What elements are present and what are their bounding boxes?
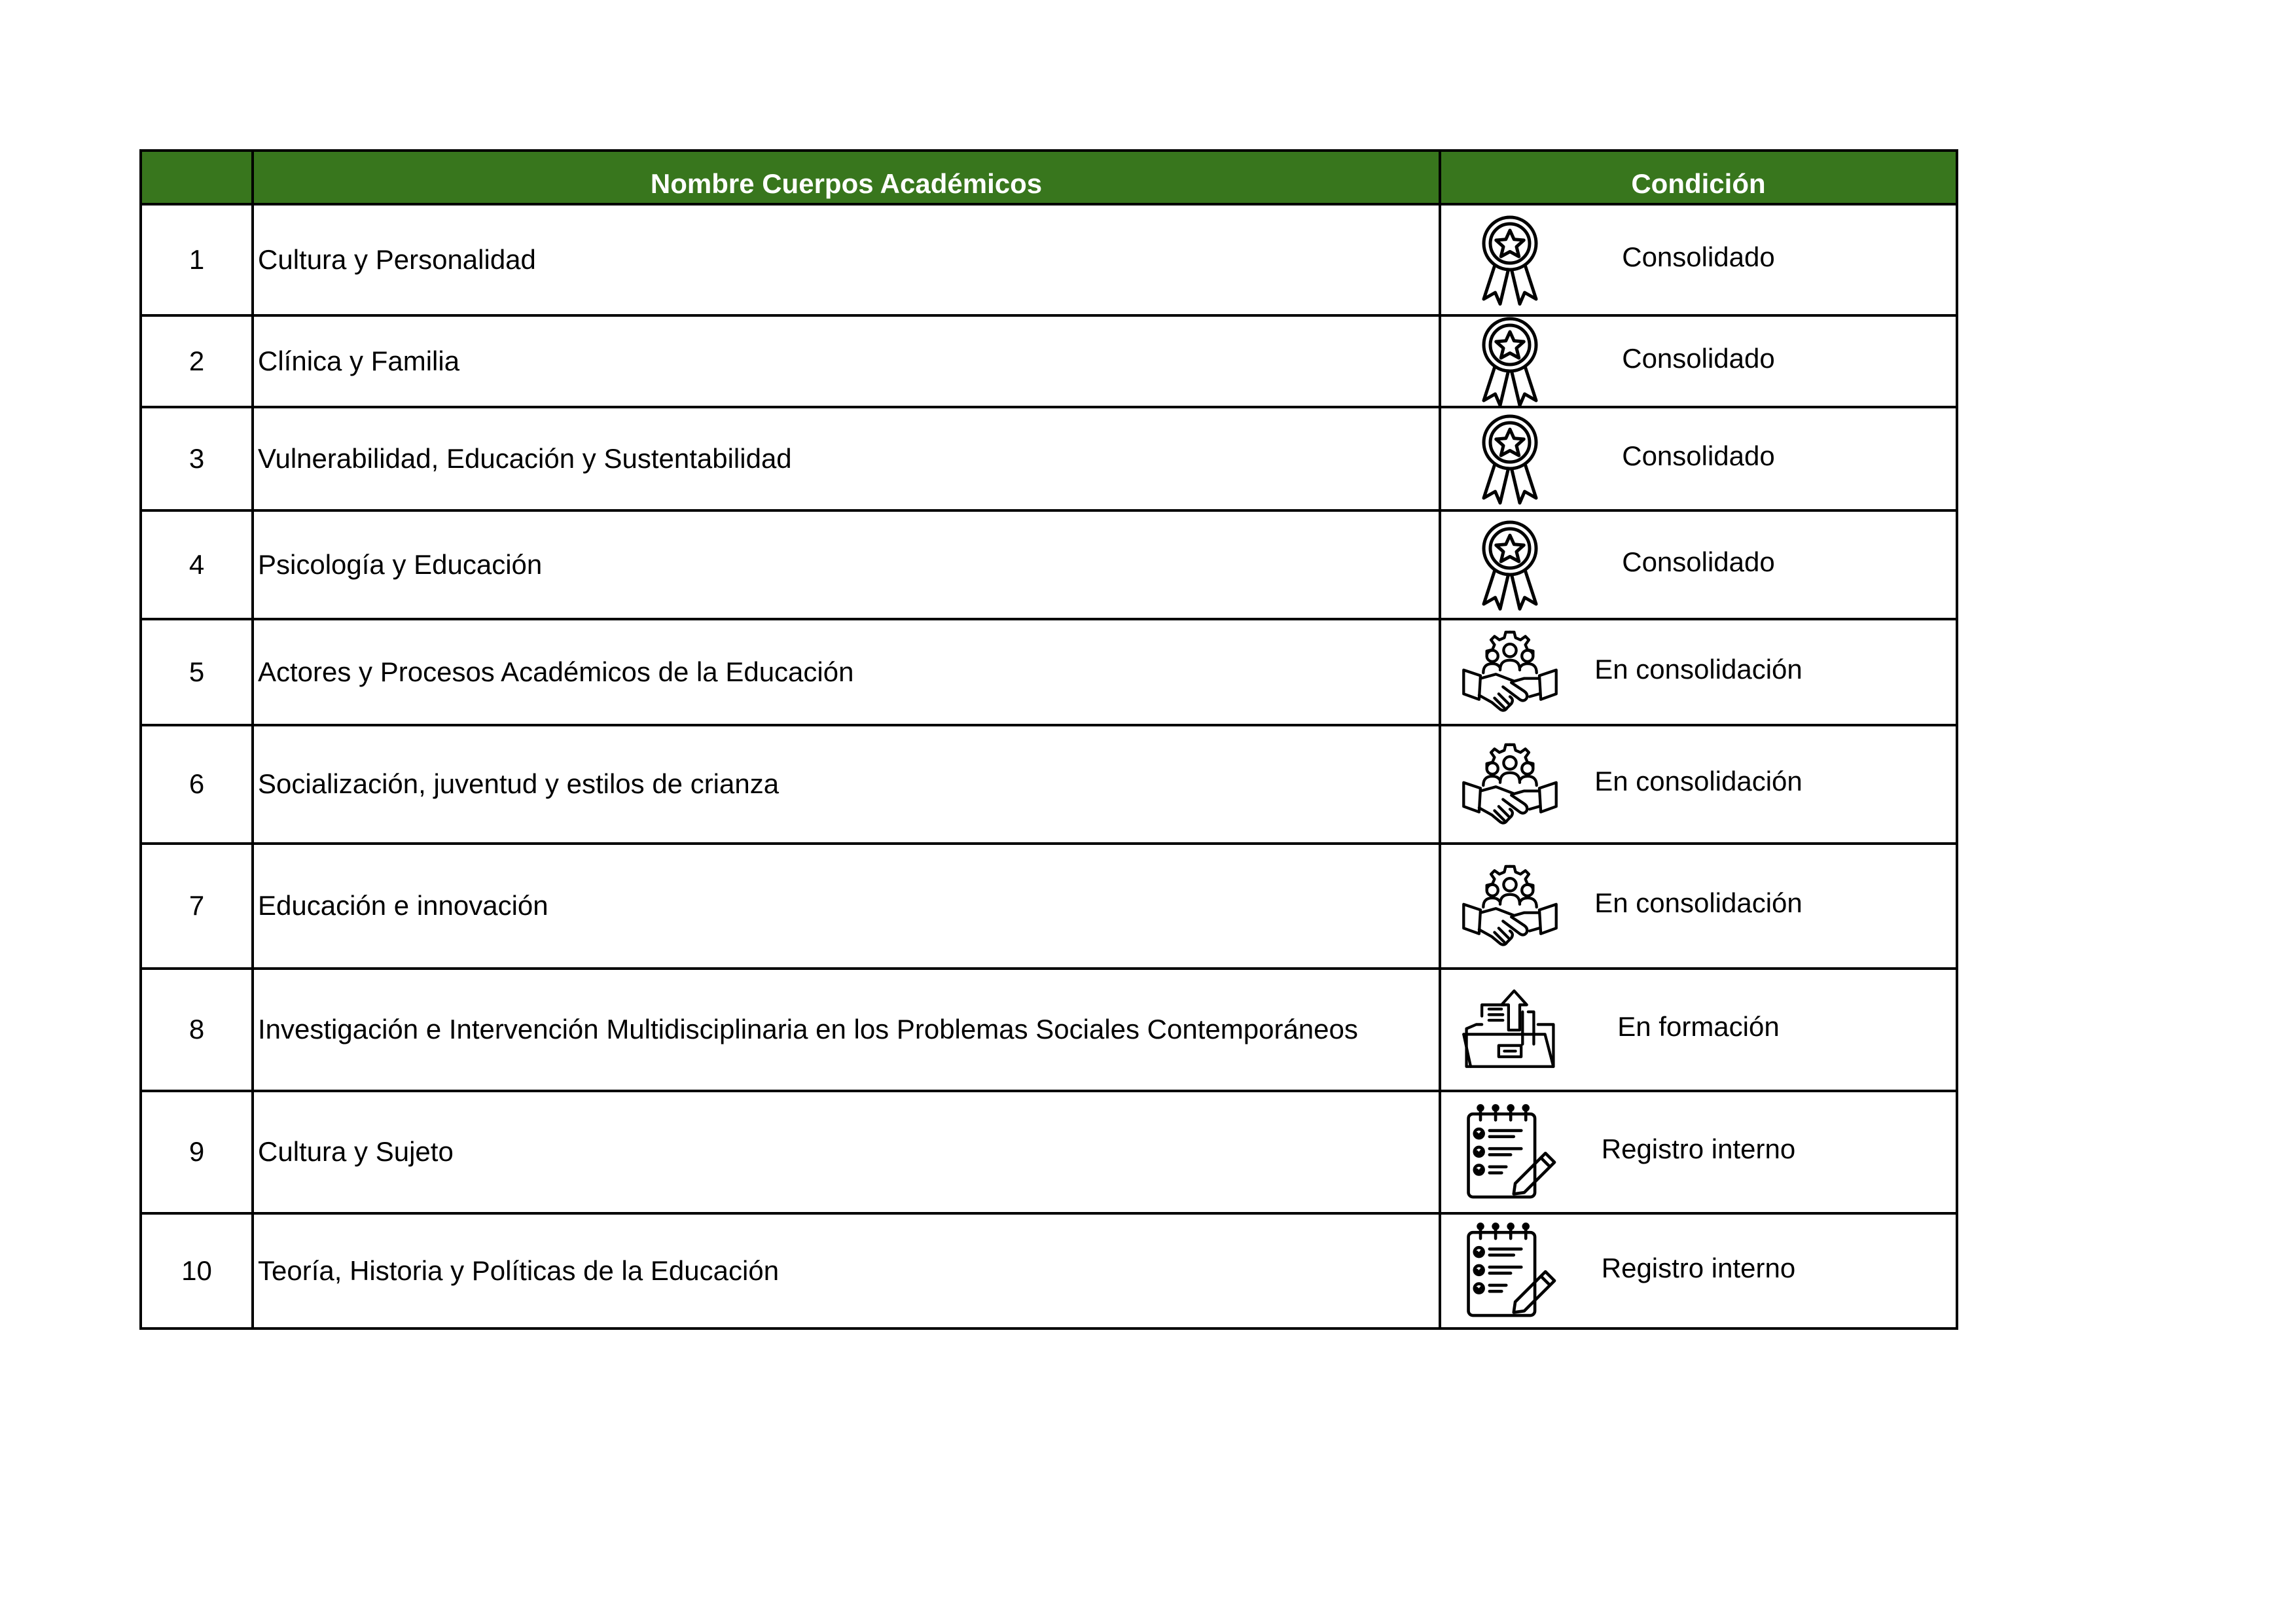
row-number: 7 <box>141 844 253 969</box>
row-condition <box>1440 1213 1957 1329</box>
table-row <box>141 315 1957 407</box>
table-row <box>141 1091 1957 1213</box>
row-name: Cultura y Sujeto <box>253 1091 1440 1213</box>
row-number: 3 <box>141 407 253 510</box>
condition-label: Consolidado <box>1622 546 1775 577</box>
row-condition <box>1440 725 1957 844</box>
row-name: Actores y Procesos Académicos de la Educación <box>253 619 1440 725</box>
condition-label: En consolidación <box>1594 887 1803 919</box>
row-number: 4 <box>141 510 253 619</box>
row-name: Cultura y Personalidad <box>253 204 1440 315</box>
row-condition <box>1440 510 1957 619</box>
row-number: 9 <box>141 1091 253 1213</box>
row-name: Vulnerabilidad, Educación y Sustentabilidad <box>253 407 1440 510</box>
row-name: Investigación e Intervención Multidisciplinaria en los Problemas Sociales Contemporáneos <box>253 969 1440 1091</box>
header-name: Nombre Cuerpos Académicos <box>253 151 1440 204</box>
row-condition <box>1440 1091 1957 1213</box>
row-condition <box>1440 619 1957 725</box>
table-row <box>141 510 1957 619</box>
condition-label: En formación <box>1617 1011 1780 1043</box>
condition-label: Registro interno <box>1601 1133 1796 1165</box>
table-row <box>141 619 1957 725</box>
row-number: 6 <box>141 725 253 844</box>
row-condition <box>1440 315 1957 407</box>
row-name: Psicología y Educación <box>253 510 1440 619</box>
row-condition <box>1440 407 1957 510</box>
row-condition <box>1440 969 1957 1091</box>
table-row <box>141 1213 1957 1329</box>
table-row <box>141 204 1957 315</box>
row-number: 1 <box>141 204 253 315</box>
table-header-row <box>141 151 1957 204</box>
row-number: 2 <box>141 315 253 407</box>
row-condition <box>1440 844 1957 969</box>
row-number: 5 <box>141 619 253 725</box>
condition-label: Consolidado <box>1622 440 1775 471</box>
table-row <box>141 407 1957 510</box>
table-row <box>141 969 1957 1091</box>
table-row <box>141 725 1957 844</box>
header-condition: Condición <box>1440 151 1957 204</box>
condition-label: Consolidado <box>1622 342 1775 374</box>
condition-label: En consolidación <box>1594 766 1803 797</box>
row-name: Educación e innovación <box>253 844 1440 969</box>
row-name: Teoría, Historia y Políticas de la Educación <box>253 1213 1440 1329</box>
row-name: Socialización, juventud y estilos de crianza <box>253 725 1440 844</box>
condition-label: En consolidación <box>1594 653 1803 685</box>
condition-label: Consolidado <box>1622 241 1775 272</box>
header-number <box>141 151 253 204</box>
condition-label: Registro interno <box>1601 1252 1796 1283</box>
table-row <box>141 844 1957 969</box>
row-number: 10 <box>141 1213 253 1329</box>
row-condition <box>1440 204 1957 315</box>
row-name: Clínica y Familia <box>253 315 1440 407</box>
row-number: 8 <box>141 969 253 1091</box>
academic-bodies-table <box>139 149 1958 1330</box>
